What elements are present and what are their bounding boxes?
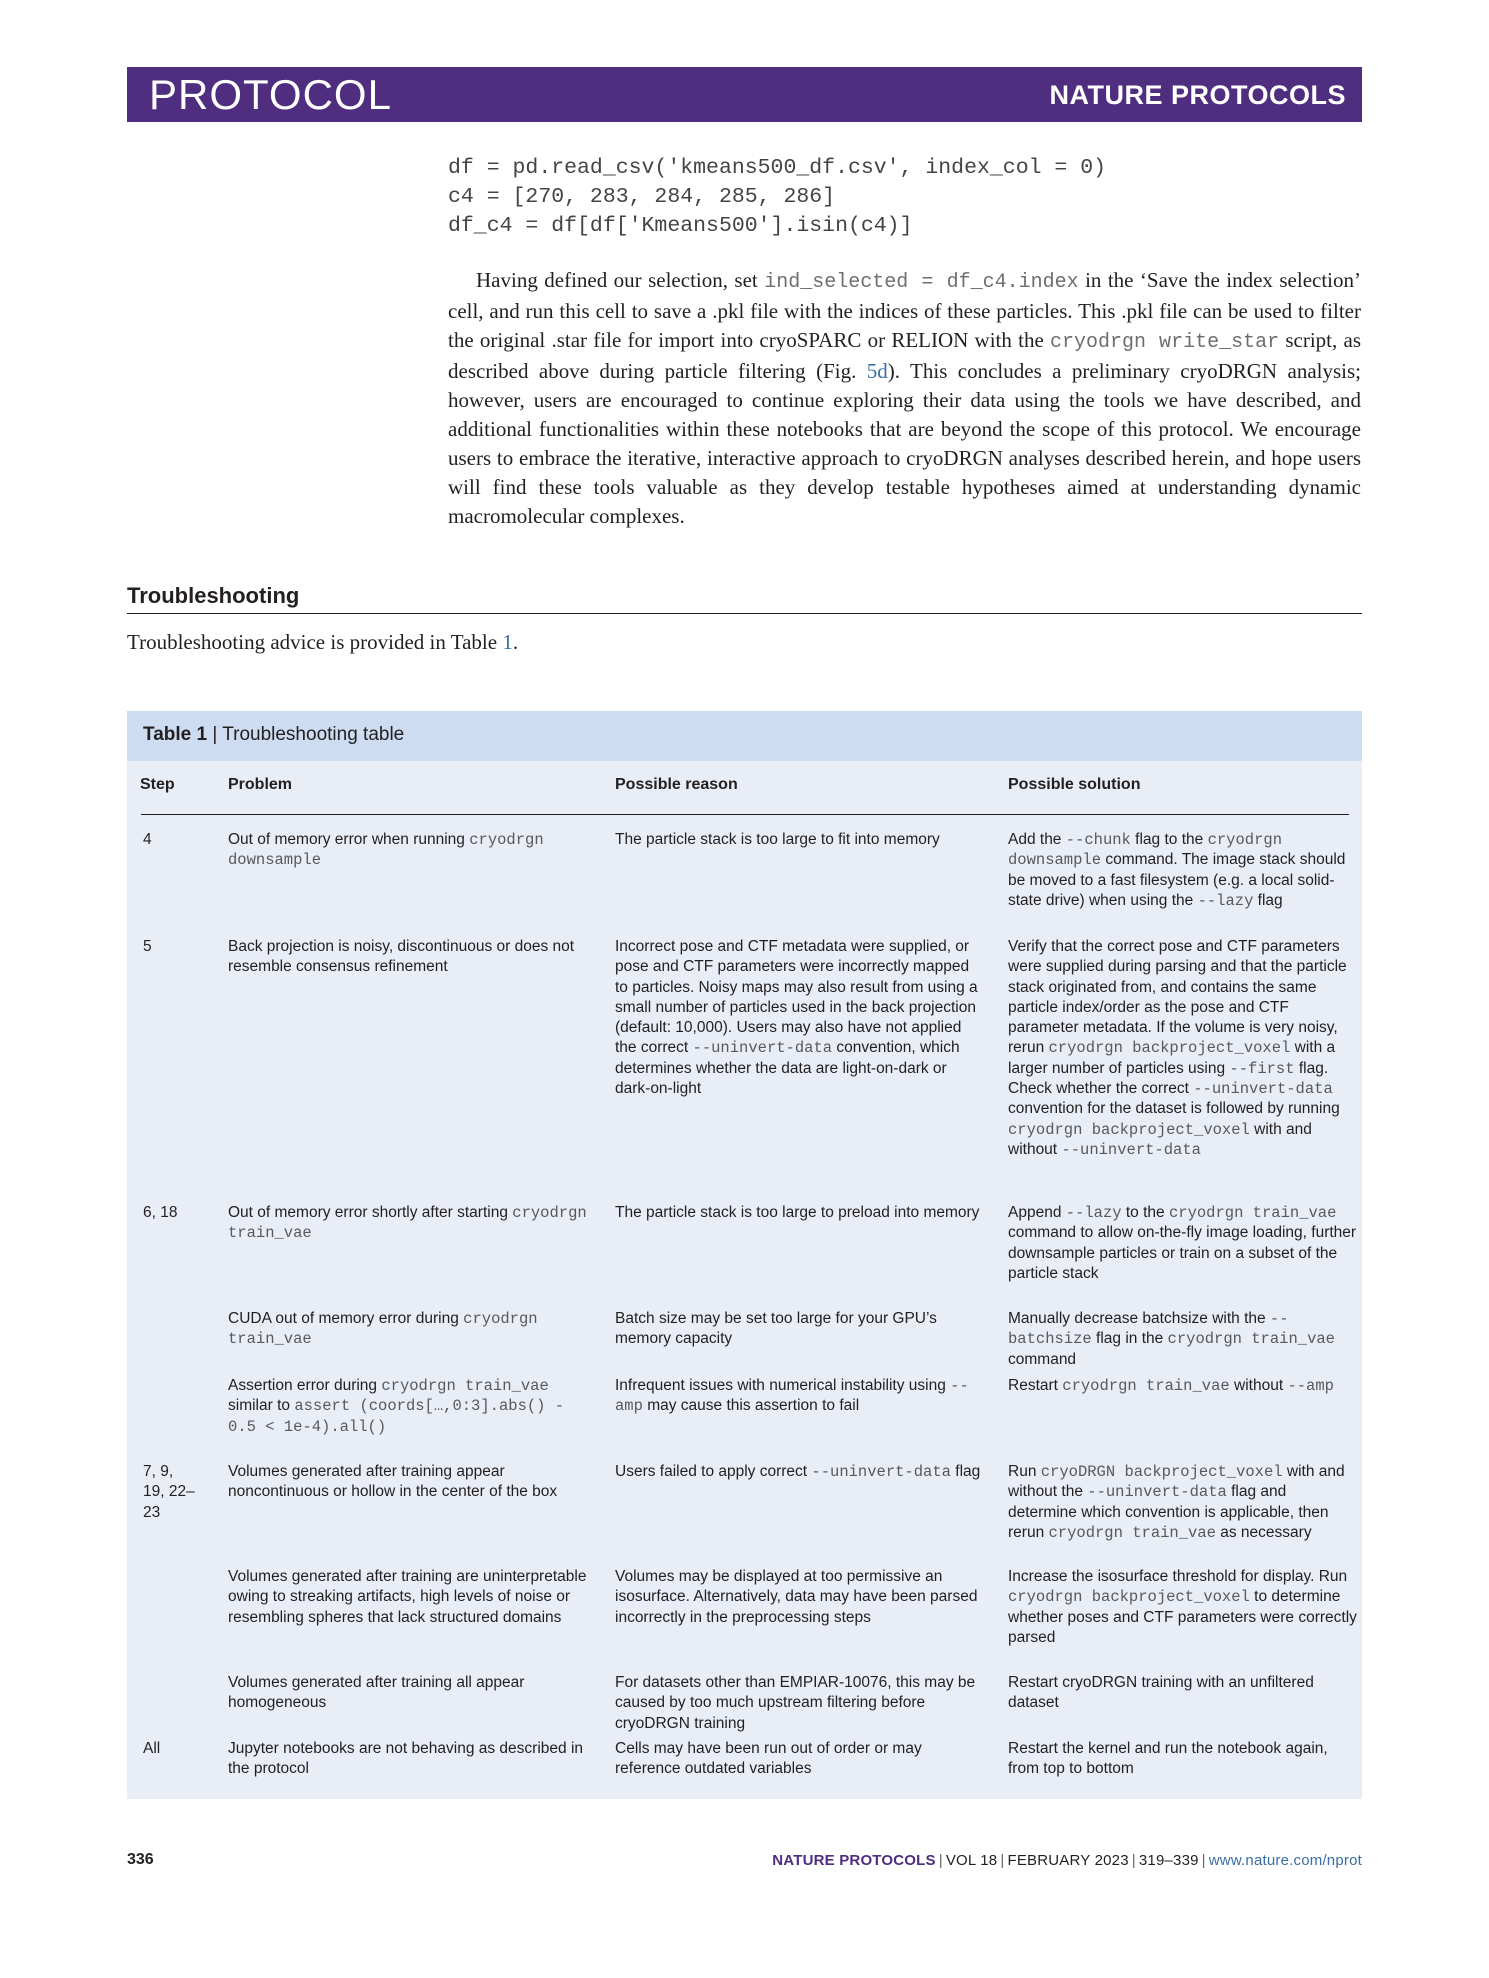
text-run: without [1229,1377,1288,1394]
body-paragraph [448,266,1361,531]
inline-code: --amp [615,1377,969,1416]
section-heading: Troubleshooting [127,583,300,608]
text-run: Out of memory error shortly after starting [228,1204,513,1221]
footer-url-link[interactable]: www.nature.com/nprot [1208,1852,1362,1869]
troubleshooting-table [127,711,1362,1799]
text-run: Users failed to apply correct [615,1463,812,1480]
step-cell: 4 [143,831,152,848]
text-run: with and without [1008,1120,1312,1158]
text-run: Back projection is noisy, discontinuous or does not resemble consensus refinement [228,938,575,976]
reason-cell [615,1376,985,1417]
inline-code: --chunk [1065,831,1131,849]
solution-cell [1008,1376,1358,1396]
inline-code: --uninvert-data [1087,1483,1227,1502]
text-run: CUDA out of memory error during [228,1310,464,1327]
text-run: Restart [1008,1377,1063,1394]
table-title-bar [127,711,1362,761]
inline-code: --uninvert-data [1061,1140,1201,1159]
text-run: flag [950,1463,981,1480]
text-run: Batch size may be set too large for your GPU’s memory capacity [615,1310,937,1348]
inline-code: assert (coords[…,0:3].abs() - 0.5 < 1e-4).all() [228,1397,565,1436]
text-run: as necessary [1215,1523,1312,1541]
inline-code: cryodrgn downsample [1008,831,1282,870]
code-line: c4 = [270, 283, 284, 285, 286] [448,185,836,209]
reason-cell [615,1739,985,1780]
solution-cell [1008,1567,1358,1648]
solution-cell [1008,1462,1358,1543]
reason-cell [615,1203,985,1223]
text-run: Run [1008,1463,1041,1480]
figure-link[interactable]: 5d [866,359,888,383]
inline-code: --amp [1287,1377,1334,1395]
table-title-text: Troubleshooting table [222,724,405,745]
header-bar [127,67,1362,122]
reason-cell [615,1673,985,1734]
text-run: command. The image stack should be moved to a fast filesystem (e.g. a local solid-state drive) when using the [1008,851,1346,909]
inline-code: cryodrgn train_vae [1062,1377,1230,1395]
text-run: with and without the [1008,1463,1345,1501]
text-run: Restart cryoDRGN training with an unfiltered dataset [1008,1674,1314,1712]
text-run: Having defined our selection, set [476,268,765,292]
text-run: Incorrect pose and CTF metadata were supplied, or pose and CTF parameters were incorrectly mapped to particles. Noisy maps may also result from using a small number of particles used in the back projection (default: 10,000). Users may also have not applied the correct [615,938,978,1057]
text-run: Jupyter notebooks are not behaving as described in the protocol [228,1740,584,1778]
reason-cell [615,1309,985,1350]
column-header-reason: Possible reason [615,776,738,793]
problem-cell [228,1673,588,1714]
problem-cell [228,937,588,978]
footer-citation: NATURE PROTOCOLS | VOL 18 | FEBRUARY 2023 | 319–339 | www.nature.com/nprot [772,1852,1362,1869]
solution-cell [1008,830,1358,911]
table-separator: | [207,724,223,745]
inline-code: cryoDRGN backproject_voxel [1040,1463,1283,1481]
inline-code: --uninvert-data [1193,1080,1333,1099]
reason-cell [615,937,985,1099]
inline-code: cryodrgn backproject_voxel [1048,1039,1291,1058]
inline-code: --lazy [1197,891,1254,910]
section-label: PROTOCOL [149,71,392,118]
section-divider [127,613,1362,614]
text-run: convention for the dataset is followed by running [1008,1100,1340,1118]
text-run: to the [1121,1204,1169,1221]
table-link[interactable]: 1 [502,630,513,654]
problem-cell [228,1567,588,1628]
footer-pages: 319–339 [1138,1852,1199,1869]
text-run: may cause this assertion to fail [642,1397,860,1415]
inline-code: --lazy [1065,1204,1122,1222]
text-run: flag. Check whether the correct [1008,1059,1329,1098]
text-run: . [512,630,519,654]
text-run: Out of memory error when running [228,831,470,848]
text-run: flag and determine which convention is applicable, then rerun [1008,1483,1329,1541]
problem-cell [228,1309,588,1350]
text-run: Append [1008,1204,1066,1221]
text-run: Add the [1008,831,1066,848]
text-run: to determine whether poses and CTF parameters were correctly parsed [1008,1588,1357,1646]
step-cell: 5 [143,938,152,955]
text-run: ). This concludes a preliminary cryoDRGN analysis; however, users are encouraged to continue exploring their data using the tools we have described, and additional functionalities within these notebooks that are beyond the scope of this protocol. We encourage users to embrace the iterative, interactive approach to cryoDRGN analyses described herein, and hope users will find these tools valuable as they develop testable hypotheses aimed at understanding dynamic macromolecular complexes. [448,359,1361,528]
problem-cell [228,830,588,871]
text-run: flag [1253,891,1283,909]
text-run: in the ‘Save the index selection’ cell, and run this cell to save a .pkl file with the indices of these particles. This .pkl file can be used to filter the original .star file for import into cryoSPARC or RELION with the [448,268,1361,352]
page-number: 336 [127,1851,154,1868]
solution-cell [1008,1673,1358,1714]
text-run: Volumes may be displayed at too permissive an isosurface. Alternatively, data may have been parsed incorrectly in the preprocessing steps [615,1568,978,1626]
inline-code: cryodrgn backproject_voxel [1008,1120,1250,1139]
inline-code: cryodrgn downsample [228,831,544,870]
code-line: df_c4 = df[df['Kmeans500'].isin(c4)] [448,214,913,238]
inline-code: ind_selected = df_c4.index [764,271,1079,294]
solution-cell [1008,937,1358,1160]
problem-cell [228,1739,588,1780]
reason-cell [615,1567,985,1628]
footer-volume: VOL 18 [945,1852,998,1869]
inline-code: cryodrgn train_vae [228,1204,587,1243]
text-run: command to allow on-the-fly image loading, further downsample particles or train on a subset of the particle stack [1008,1224,1357,1282]
text-run: Cells may have been run out of order or may reference outdated variables [615,1740,922,1778]
text-run: For datasets other than EMPIAR-10076, this may be caused by too much upstream filtering before cryoDRGN training [615,1674,976,1732]
inline-code: cryodrgn train_vae [1048,1523,1216,1542]
inline-code: cryodrgn write_star [1050,331,1280,354]
text-run: Manually decrease batchsize with the [1008,1310,1270,1327]
inline-code: --uninvert-data [692,1039,833,1058]
text-run: flag to the [1130,831,1208,848]
inline-code: --batchsize [1008,1310,1289,1349]
text-run: Restart the kernel and run the notebook again, from top to bottom [1008,1740,1328,1778]
solution-cell [1008,1203,1358,1284]
journal-name: NATURE PROTOCOLS [1049,80,1346,110]
text-run: Volumes generated after training appear noncontinuous or hollow in the center of the box [228,1463,558,1501]
footer-journal: NATURE PROTOCOLS [772,1852,936,1869]
column-header-problem: Problem [228,776,293,793]
code-block [448,154,1348,241]
text-run: Assertion error during [228,1377,382,1394]
reason-cell [615,1462,985,1482]
table-title [143,724,404,746]
text-run: Troubleshooting advice is provided in Table [127,630,503,654]
code-line: df = pd.read_csv('kmeans500_df.csv', index_col = 0) [448,156,1107,180]
step-cell: 6, 18 [143,1204,178,1221]
text-run: command [1008,1350,1077,1368]
problem-cell [228,1462,588,1503]
footer-date: FEBRUARY 2023 [1007,1852,1129,1869]
inline-code: cryodrgn train_vae [1168,1204,1337,1222]
text-run: Verify that the correct pose and CTF parameters were supplied during parsing and that the particle stack originated from, and contains the same particle index/order as the pose and CTF parameter metadata. If the volume is very noisy, rerun [1008,938,1347,1057]
header-rule [141,814,1349,815]
inline-code: --uninvert-data [811,1463,951,1481]
problem-cell [228,1203,588,1244]
solution-cell [1008,1309,1358,1370]
text-run: script, as described above during particle filtering (Fig. [448,328,1361,383]
section-text [127,628,518,657]
text-run: The particle stack is too large to fit into memory [615,831,940,848]
text-run: Volumes generated after training all appear homogeneous [228,1674,525,1712]
text-run: The particle stack is too large to preload into memory [615,1204,980,1221]
column-header-step: Step [140,776,175,793]
step-cell: All [143,1740,161,1757]
text-run: convention, which determines whether the data are light-on-dark or dark-on-light [615,1039,960,1098]
column-header-solution: Possible solution [1008,776,1141,793]
text-run: similar to [228,1397,295,1415]
inline-code: cryodrgn backproject_voxel [1008,1588,1250,1607]
table-label: Table 1 [143,724,208,745]
step-cell: 7, 9, 19, 22–23 [143,1463,195,1521]
inline-code: cryodrgn train_vae [228,1310,538,1349]
inline-code: cryodrgn train_vae [381,1377,549,1395]
text-run: with a larger number of particles using [1008,1039,1336,1077]
inline-code: --first [1229,1059,1295,1078]
text-run: Volumes generated after training are uninterpretable owing to streaking artifacts, high levels of noise or resembling spheres that lack structured domains [228,1568,587,1626]
problem-cell [228,1376,588,1437]
text-run: flag in the [1091,1330,1168,1348]
solution-cell [1008,1739,1358,1780]
text-run: Infrequent issues with numerical instability using [615,1377,951,1394]
inline-code: cryodrgn train_vae [1167,1330,1335,1349]
text-run: Increase the isosurface threshold for display. Run [1008,1568,1348,1585]
reason-cell [615,830,985,850]
